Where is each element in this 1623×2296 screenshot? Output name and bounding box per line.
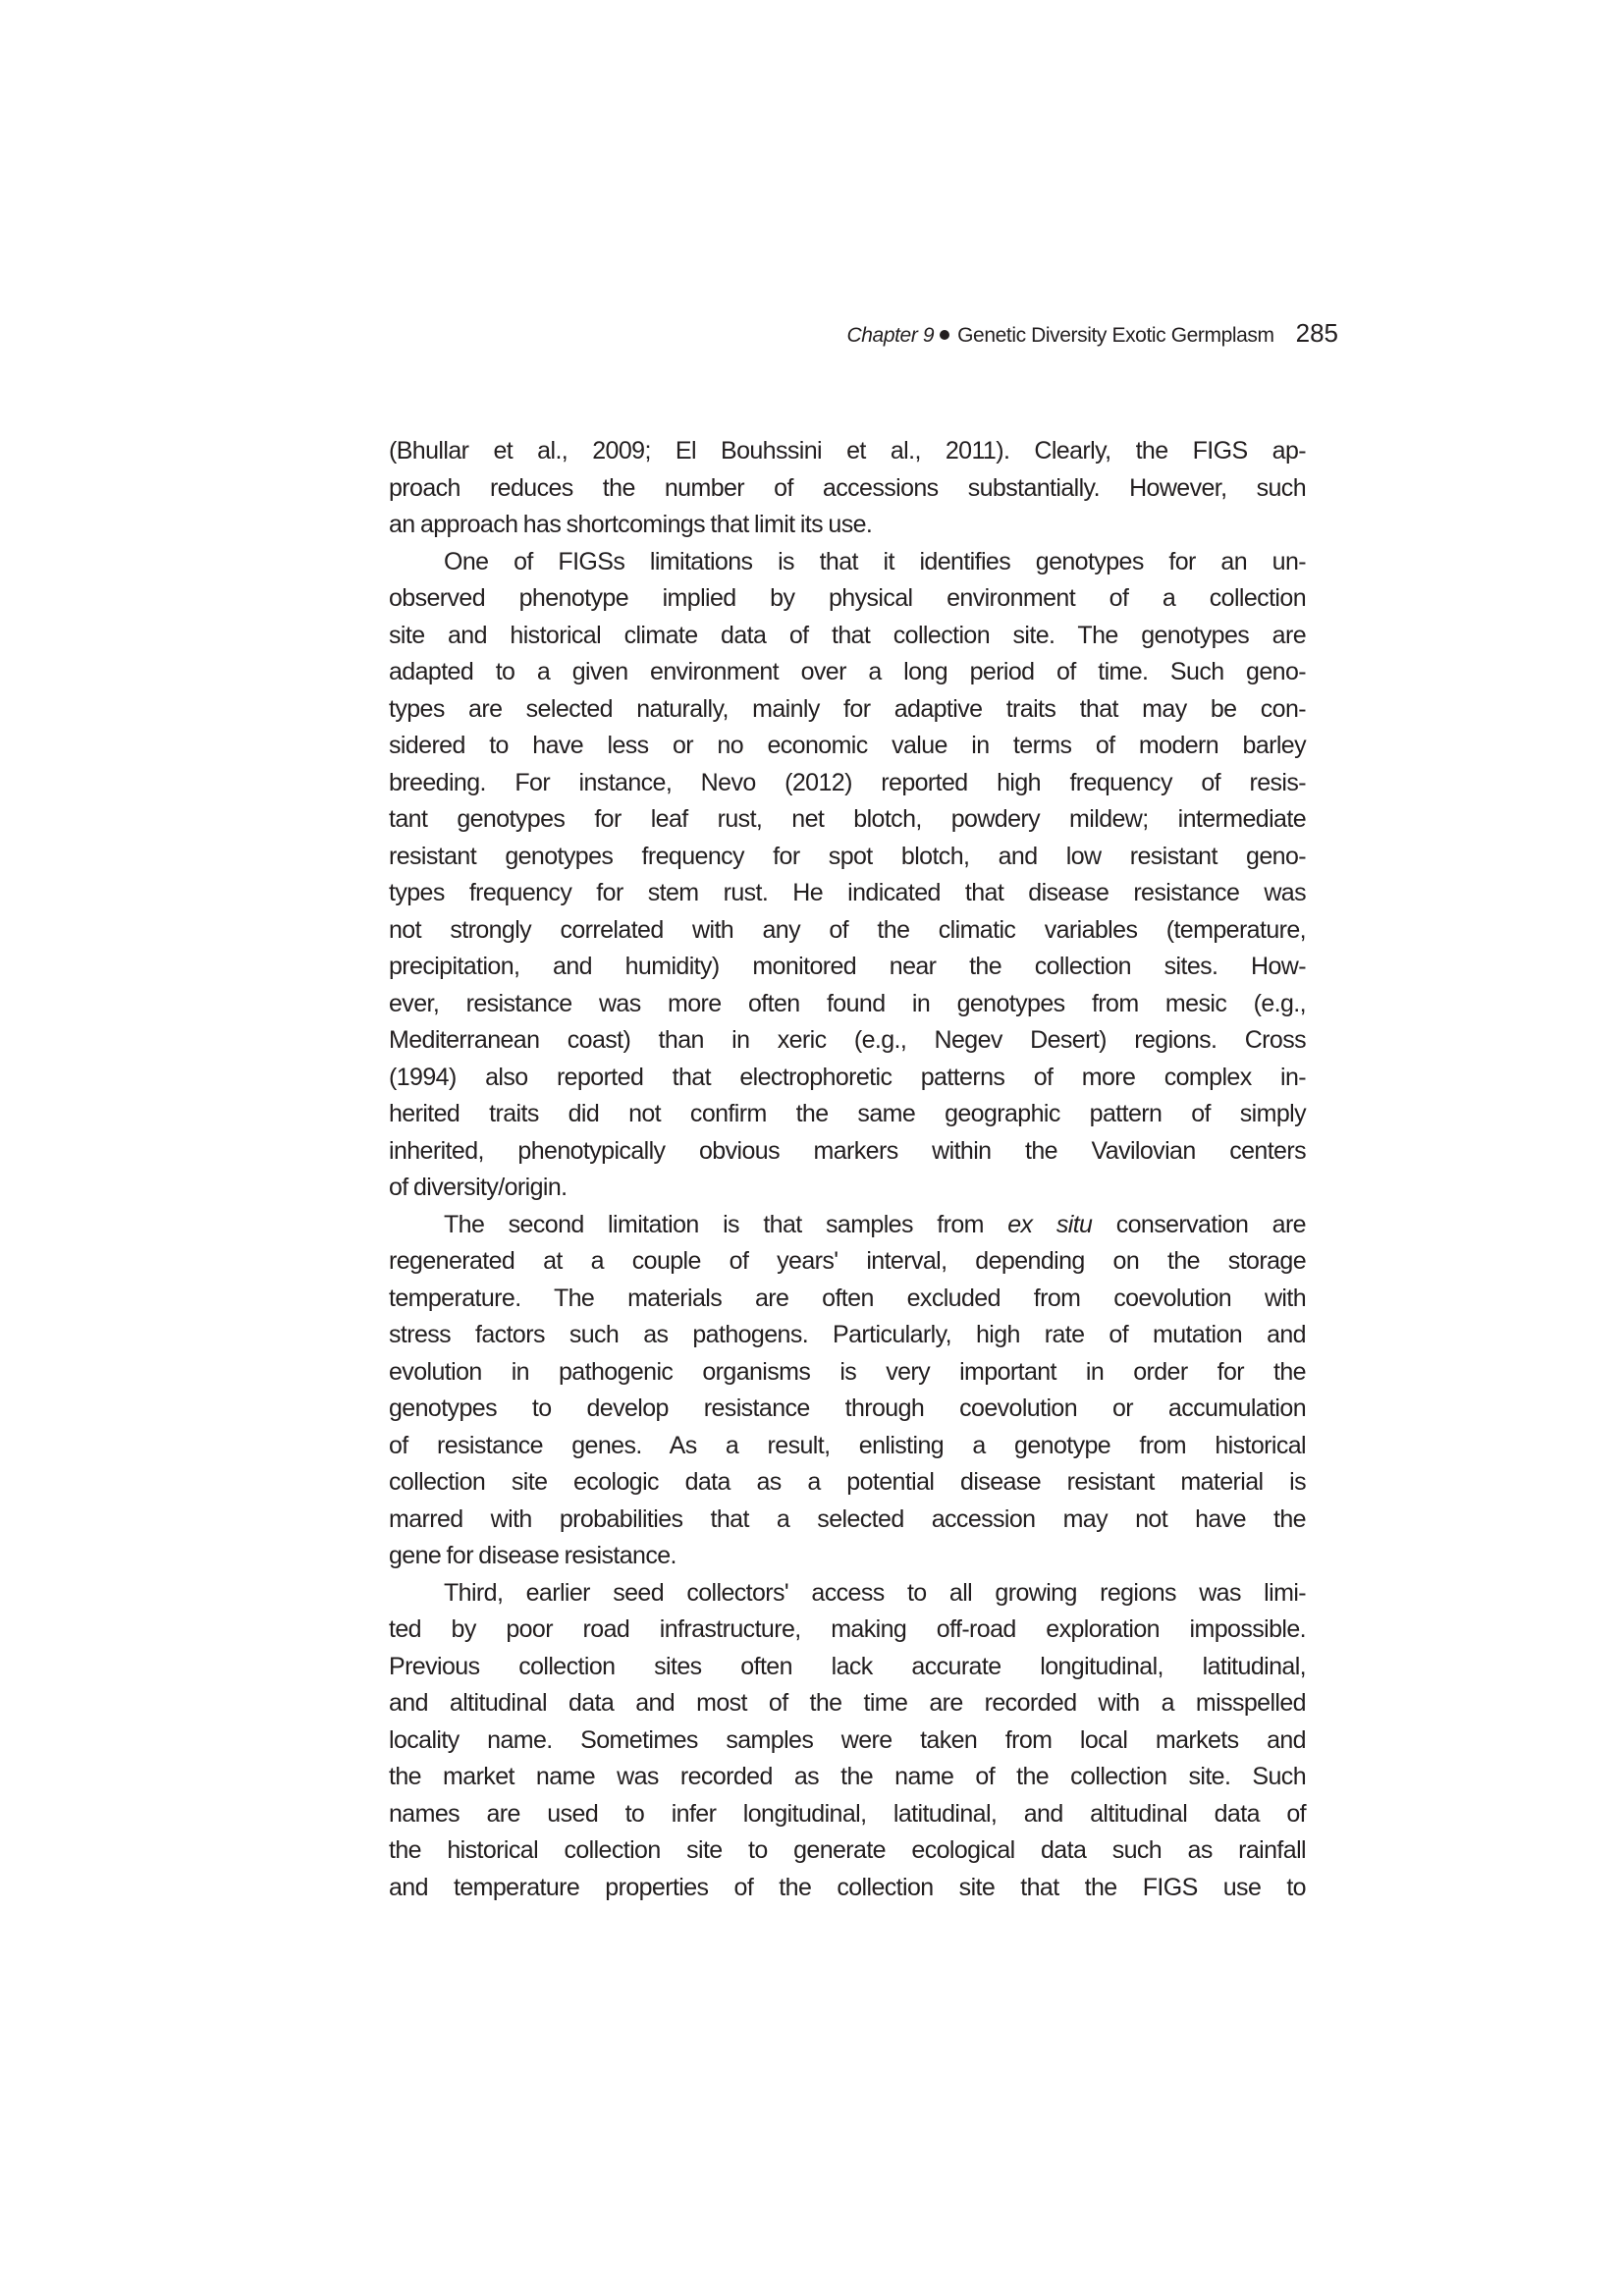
chapter-title: Genetic Diversity Exotic Germplasm	[957, 324, 1274, 347]
paragraph	[389, 433, 1306, 544]
line-text: evolution in pathogenic organisms is very important in order for the	[389, 1357, 1306, 1386]
text-run: The second limitation is that samples from	[444, 1210, 1008, 1238]
text-line	[389, 1538, 1306, 1575]
text-line	[389, 1207, 1306, 1244]
text-line	[389, 1649, 1306, 1686]
line-text: not strongly correlated with any of the climatic variables (temperature,	[389, 915, 1306, 944]
line-text: One of FIGSs limitations is that it identifies genotypes for an un-	[444, 547, 1306, 575]
line-text: genotypes to develop resistance through coevolution or accumulation	[389, 1394, 1306, 1422]
line-text: breeding. For instance, Nevo (2012) reported high frequency of resis-	[389, 768, 1306, 796]
line-text: inherited, phenotypically obvious markers within the Vavilovian centers	[389, 1136, 1306, 1165]
text-line	[389, 1685, 1306, 1722]
text-line	[389, 765, 1306, 802]
text-line	[389, 544, 1306, 581]
paragraph	[389, 1575, 1306, 1907]
line-text: names are used to infer longitudinal, latitudinal, and altitudinal data of	[389, 1799, 1306, 1828]
line-text: locality name. Sometimes samples were taken from local markets and	[389, 1725, 1306, 1754]
text-line	[389, 1796, 1306, 1833]
text-line	[389, 1317, 1306, 1354]
line-text: and altitudinal data and most of the time are recorded with a misspelled	[389, 1689, 1306, 1717]
italic-term: ex situ	[1007, 1210, 1093, 1238]
line-text: of resistance genes. As a result, enlisting a genotype from historical	[389, 1431, 1306, 1459]
text-line	[389, 912, 1306, 950]
line-text: (1994) also reported that electrophoretic patterns of more complex in-	[389, 1063, 1306, 1091]
line-text: ever, resistance was more often found in genotypes from mesic (e.g.,	[389, 989, 1306, 1017]
line-text: observed phenotype implied by physical environment of a collection	[389, 584, 1306, 612]
text-line	[389, 1575, 1306, 1613]
text-line	[389, 654, 1306, 691]
text-line	[389, 875, 1306, 912]
text-line	[389, 618, 1306, 655]
text-line	[389, 691, 1306, 729]
running-header	[847, 320, 1339, 349]
line-text: of diversity/origin.	[389, 1174, 568, 1201]
line-text: stress factors such as pathogens. Particularly, high rate of mutation and	[389, 1321, 1306, 1348]
line-text: proach reduces the number of accessions substantially. However, such	[389, 473, 1306, 502]
line-text: types frequency for stem rust. He indicated that disease resistance was	[389, 879, 1306, 906]
line-text: site and historical climate data of that collection site. The genotypes are	[389, 621, 1306, 649]
text-line	[389, 1832, 1306, 1870]
text-line	[389, 839, 1306, 876]
text-line	[389, 1133, 1306, 1171]
line-text: gene for disease resistance.	[389, 1542, 676, 1569]
text-line	[389, 507, 1306, 544]
line-text: resistant genotypes frequency for spot blotch, and low resistant geno-	[389, 842, 1306, 870]
line-text: marred with probabilities that a selected accession may not have the	[389, 1504, 1306, 1533]
text-line	[389, 1870, 1306, 1907]
text-line	[389, 1759, 1306, 1796]
chapter-label: Chapter 9	[846, 324, 935, 347]
line-text: an approach has shortcomings that limit its use.	[389, 511, 873, 538]
line-text: herited traits did not confirm the same geographic pattern of simply	[389, 1100, 1306, 1127]
text-line	[389, 580, 1306, 618]
text-line	[389, 1464, 1306, 1502]
line-text: the historical collection site to generate ecological data such as rainfall	[389, 1836, 1306, 1864]
text-line	[389, 1612, 1306, 1649]
body-text	[389, 433, 1306, 1906]
line-text: adapted to a given environment over a long period of time. Such geno-	[389, 658, 1306, 685]
line-text: the market name was recorded as the name of the collection site. Such	[389, 1763, 1306, 1790]
paragraph	[389, 544, 1306, 1207]
text-line	[389, 1022, 1306, 1060]
line-text: types are selected naturally, mainly for adaptive traits that may be con-	[389, 694, 1306, 723]
text-line	[389, 1281, 1306, 1318]
text-line	[389, 1502, 1306, 1539]
line-text: Mediterranean coast) than in xeric (e.g., Negev Desert) regions. Cross	[389, 1026, 1306, 1054]
text-line	[389, 986, 1306, 1023]
line-text: tant genotypes for leaf rust, net blotch, powdery mildew; intermediate	[389, 805, 1306, 833]
text-line	[389, 1354, 1306, 1392]
paragraph	[389, 1207, 1306, 1575]
text-line	[389, 1170, 1306, 1207]
line-text: precipitation, and humidity) monitored near the collection sites. How-	[389, 953, 1306, 980]
text-run: conservation are	[1092, 1210, 1306, 1238]
line-text: temperature. The materials are often excluded from coevolution with	[389, 1284, 1306, 1312]
line-text: collection site ecologic data as a potential disease resistant material is	[389, 1468, 1306, 1496]
line-text: Previous collection sites often lack accurate longitudinal, latitudinal,	[389, 1652, 1306, 1680]
text-line	[389, 1391, 1306, 1428]
bullet-icon	[940, 330, 949, 340]
text-line	[389, 801, 1306, 839]
text-line	[389, 1722, 1306, 1760]
line-text: sidered to have less or no economic value in terms of modern barley	[389, 732, 1306, 759]
page-number: 285	[1295, 318, 1338, 348]
text-line	[389, 470, 1306, 508]
text-line	[389, 949, 1306, 986]
text-line	[389, 1428, 1306, 1465]
line-text: (Bhullar et al., 2009; El Bouhssini et al., 2011). Clearly, the FIGS ap-	[389, 437, 1306, 465]
line-text: and temperature properties of the collection site that the FIGS use to	[389, 1873, 1306, 1901]
text-line	[389, 728, 1306, 765]
text-line	[389, 1060, 1306, 1097]
line-text	[444, 1207, 1306, 1244]
text-line	[389, 433, 1306, 470]
line-text: Third, earlier seed collectors' access to all growing regions was limi-	[444, 1578, 1306, 1607]
text-line	[389, 1243, 1306, 1281]
text-line	[389, 1096, 1306, 1133]
line-text: regenerated at a couple of years' interval, depending on the storage	[389, 1247, 1306, 1275]
line-text: ted by poor road infrastructure, making off-road exploration impossible.	[389, 1615, 1306, 1643]
